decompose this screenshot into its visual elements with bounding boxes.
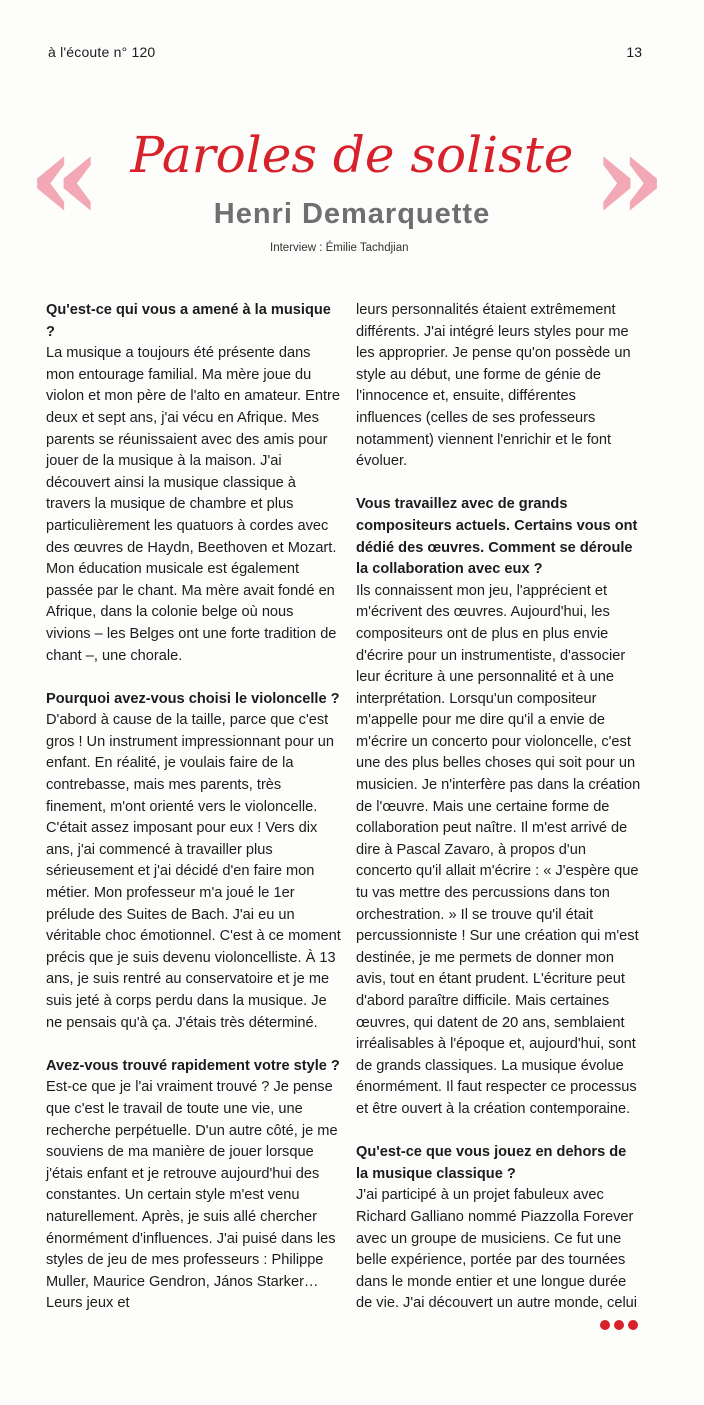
close-quote-decoration: » [592,107,666,246]
continued-dots [600,1320,638,1330]
left-column [46,300,342,1337]
open-quote-decoration: « [28,107,102,246]
question: Vous travaillez avec de grands compositeurs actuels. Certains vous ont dédié des œuvres. Comment se déroule la collaboration avec eux ? [356,496,638,578]
answer: D'abord à cause de la taille, parce que c'est gros ! Un instrument impressionnant pour un enfant. En réalité, je voulais faire de la contrebasse, mais mes parents, très finement, m'ont orienté vers le violoncelle. C'était assez imposant pour eux ! Vers dix ans, j'ai commencé à travailler plus sérieusement et j'ai décidé d'en faire mon métier. Mon professeur m'a joué le 1er prélude des Suites de Bach. J'ai eu un véritable choc émotionnel. C'est à ce moment précis que je suis devenu violoncelliste. À 13 ans, je suis rentré au conservatoire et je me suis jeté à corps perdu dans la musique. Je ne pensais qu'à ça. J'étais très déterminé. [46,712,341,1031]
answer: La musique a toujours été présente dans mon entourage familial. Ma mère joue du violon et mon père de l'alto en amateur. Entre deux et sept ans, j'ai vécu en Afrique. Mes parents se réunissaient avec des amis pour jouer de la musique à la maison. J'ai découvert ainsi la musique classique à travers la musique de chambre et plus particulièrement les quatuors à cordes avec des œuvres de Haydn, Beethoven et Mozart. Mon éducation musicale est également passée par le chant. Ma mère avait fondé en Afrique, dans la colonie belge où nous vivions – les Belges ont une forte tradition de chant –, une chorale. [46,345,341,664]
dot-icon [628,1320,638,1330]
article-subtitle: Henri Demarquette [213,198,491,230]
answer: leurs personnalités étaient extrêmement différents. J'ai intégré leurs styles pour me les approprier. Je pense qu'on possède un style au début, une forme de génie de l'innocence et, ensuite, différentes influences (celles de ses professeurs notamment) viennent l'enrichir et le font évoluer. [356,302,631,470]
dot-icon [600,1320,610,1330]
dot-icon [614,1320,624,1330]
answer: J'ai participé à un projet fabuleux avec Richard Galliano nommé Piazzolla Forever avec un groupe de musiciens. Ce fut une belle expérience, portée par des tournées dans le monde entier et une longue durée de vie. J'ai découvert un autre monde, celui [356,1187,638,1312]
question: Avez-vous trouvé rapidement votre style ? [46,1057,340,1074]
page-number: 13 [626,44,642,60]
interview-credit: Interview : Émilie Tachdjian [270,242,409,254]
question: Qu'est-ce que vous jouez en dehors de la musique classique ? [356,1144,627,1182]
right-column [356,300,642,1337]
answer: Ils connaissent mon jeu, l'apprécient et m'écrivent des œuvres. Aujourd'hui, les compositeurs ont de plus en plus envie d'écrire pour un instrumentiste, d'associer leur écriture à une personnalité et à une interprétation. Lorsqu'un compositeur m'appelle pour me dire qu'il a envie de m'écrire un concerto pour violoncelle, c'est une des plus belles choses qui soit pour un musicien. Je n'interfère pas dans la création de l'œuvre. Mais une certaine forme de collaboration peut naître. Il m'est arrivé de dire à Pascal Zavaro, à propos d'un concerto qu'il allait m'écrire : « J'espère que tu vas mettre des percussions dans ton orchestration. » Il se trouve qu'il était percussionniste ! Sur une création qui m'est destinée, je me permets de donner mon avis, tout en étant prudent. L'écriture peut d'abord paraître difficile. Mais certaines œuvres, qui datent de 20 ans, semblaient irréalisables à l'époque et, aujourd'hui, sont de grands classiques. La musique évolue énormément. Il faut respecter ce processus et être ouvert à la création contemporaine. [356,582,641,1117]
question: Pourquoi avez-vous choisi le violoncelle ? [46,690,340,707]
answer: Est-ce que je l'ai vraiment trouvé ? Je pense que c'est le travail de toute une vie, une recherche perpétuelle. D'un autre côté, je me souviens de ma manière de jouer lorsque j'étais enfant et je retrouve aujourd'hui des constantes. Un certain style m'est venu naturellement. Après, je suis allé chercher énormément d'influences. J'ai puisé dans les styles de jeu de mes professeurs : Philippe Muller, Maurice Gendron, János Starker… Leurs jeux et [46,1079,338,1312]
article-title: Paroles de soliste [130,126,574,184]
magazine-header: à l'écoute n° 120 [48,44,156,60]
question: Qu'est-ce qui vous a amené à la musique ? [46,302,331,340]
